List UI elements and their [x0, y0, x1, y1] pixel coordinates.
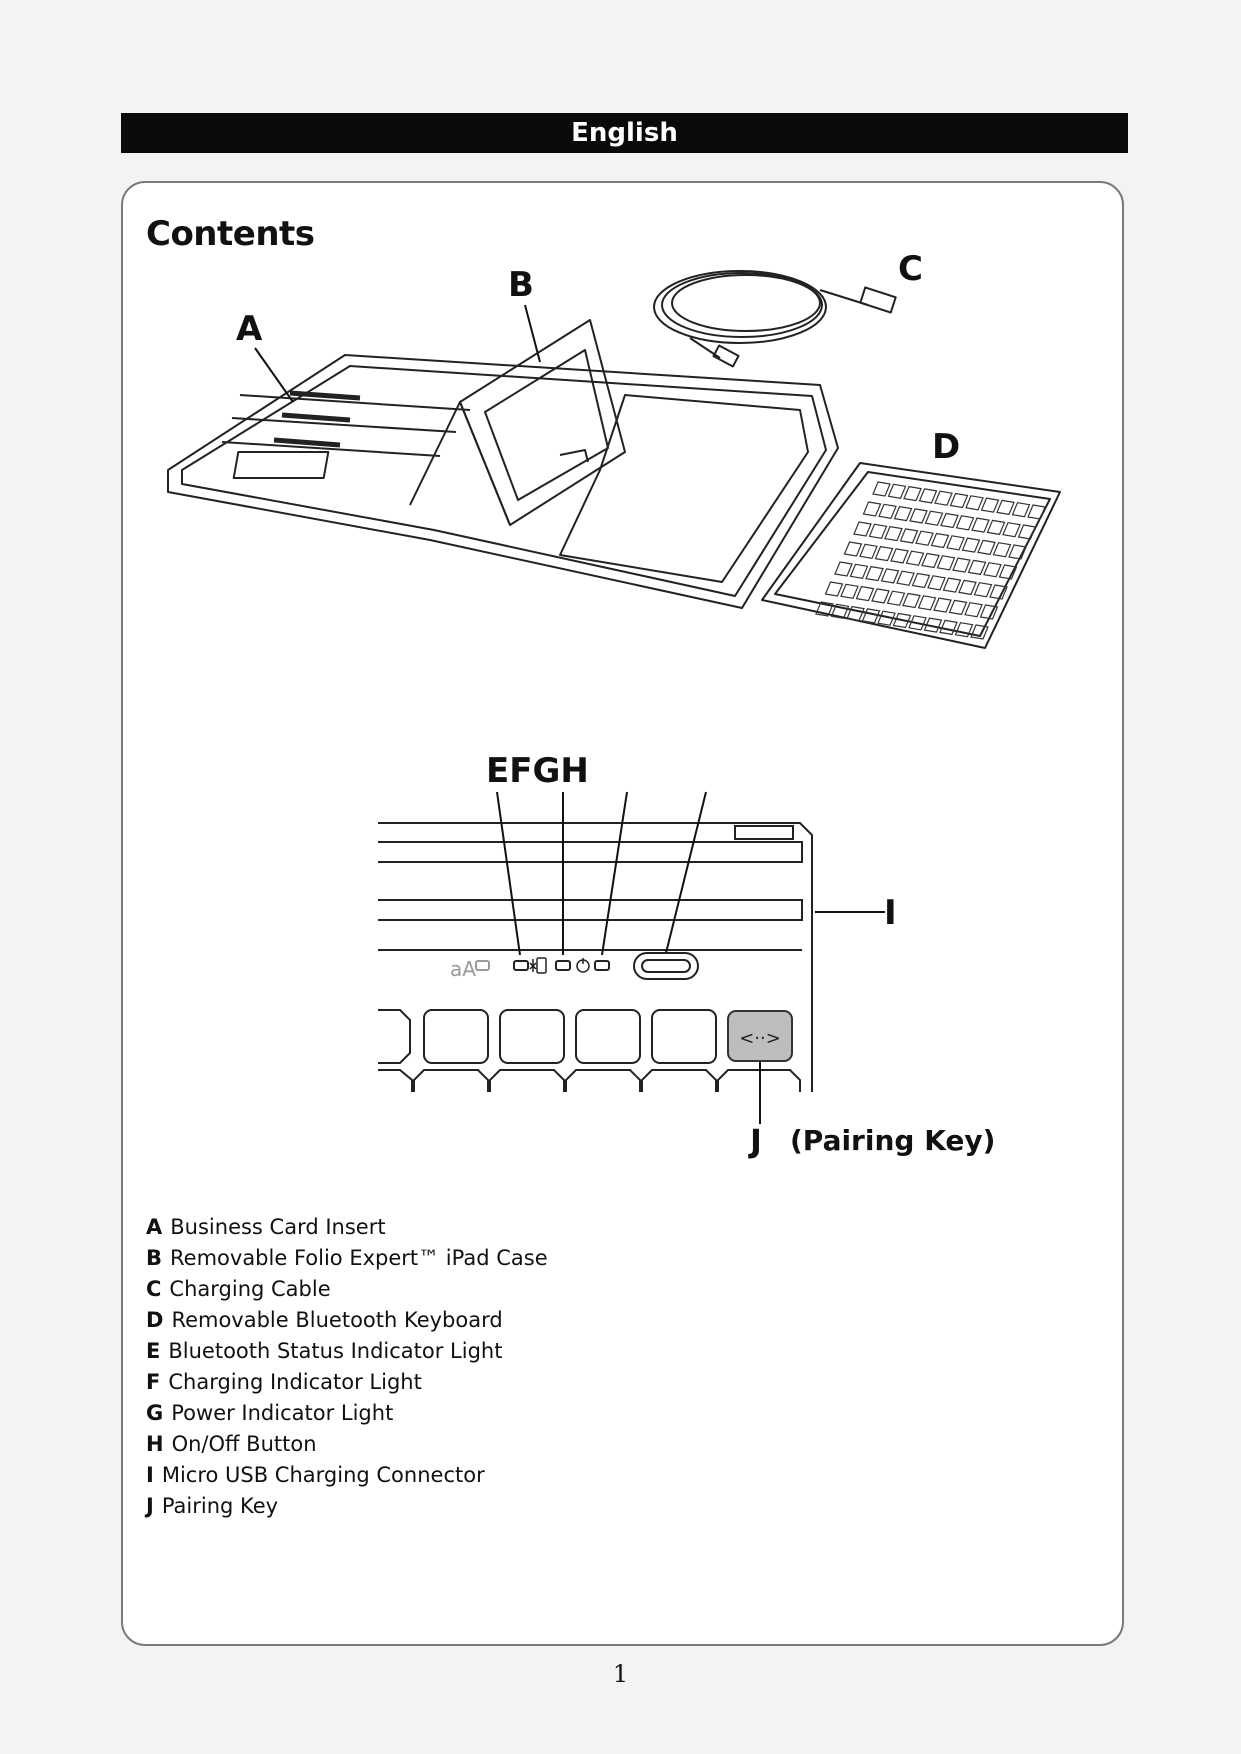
legend-item: C Charging Cable [146, 1277, 331, 1301]
legend-item: A Business Card Insert [146, 1215, 386, 1239]
legend-item: H On/Off Button [146, 1432, 317, 1456]
legend-item: F Charging Indicator Light [146, 1370, 422, 1394]
legend-item: E Bluetooth Status Indicator Light [146, 1339, 503, 1363]
callout-a: A [236, 309, 263, 349]
callout-b: B [508, 265, 534, 305]
legend-item: J Pairing Key [146, 1494, 279, 1518]
legend-item: I Micro USB Charging Connector [146, 1463, 485, 1487]
callout-pairing-key: (Pairing Key) [790, 1124, 996, 1157]
legend-item: G Power Indicator Light [146, 1401, 394, 1425]
pairing-key-glyph: <··> [739, 1028, 781, 1049]
font-size-glyph: aA [450, 957, 476, 981]
legend-item: B Removable Folio Expert™ iPad Case [146, 1246, 548, 1270]
callout-c: C [898, 249, 923, 289]
callout-j: J [750, 1122, 762, 1160]
callout-d: D [932, 427, 961, 467]
contents-title: Contents [146, 214, 315, 254]
callout-i: I [884, 893, 897, 933]
callout-efgh: EFGH [486, 751, 589, 791]
language-label: English [571, 118, 678, 148]
parts-legend [146, 1212, 548, 1522]
legend-item: D Removable Bluetooth Keyboard [146, 1308, 503, 1332]
page-number: 1 [612, 1660, 629, 1688]
